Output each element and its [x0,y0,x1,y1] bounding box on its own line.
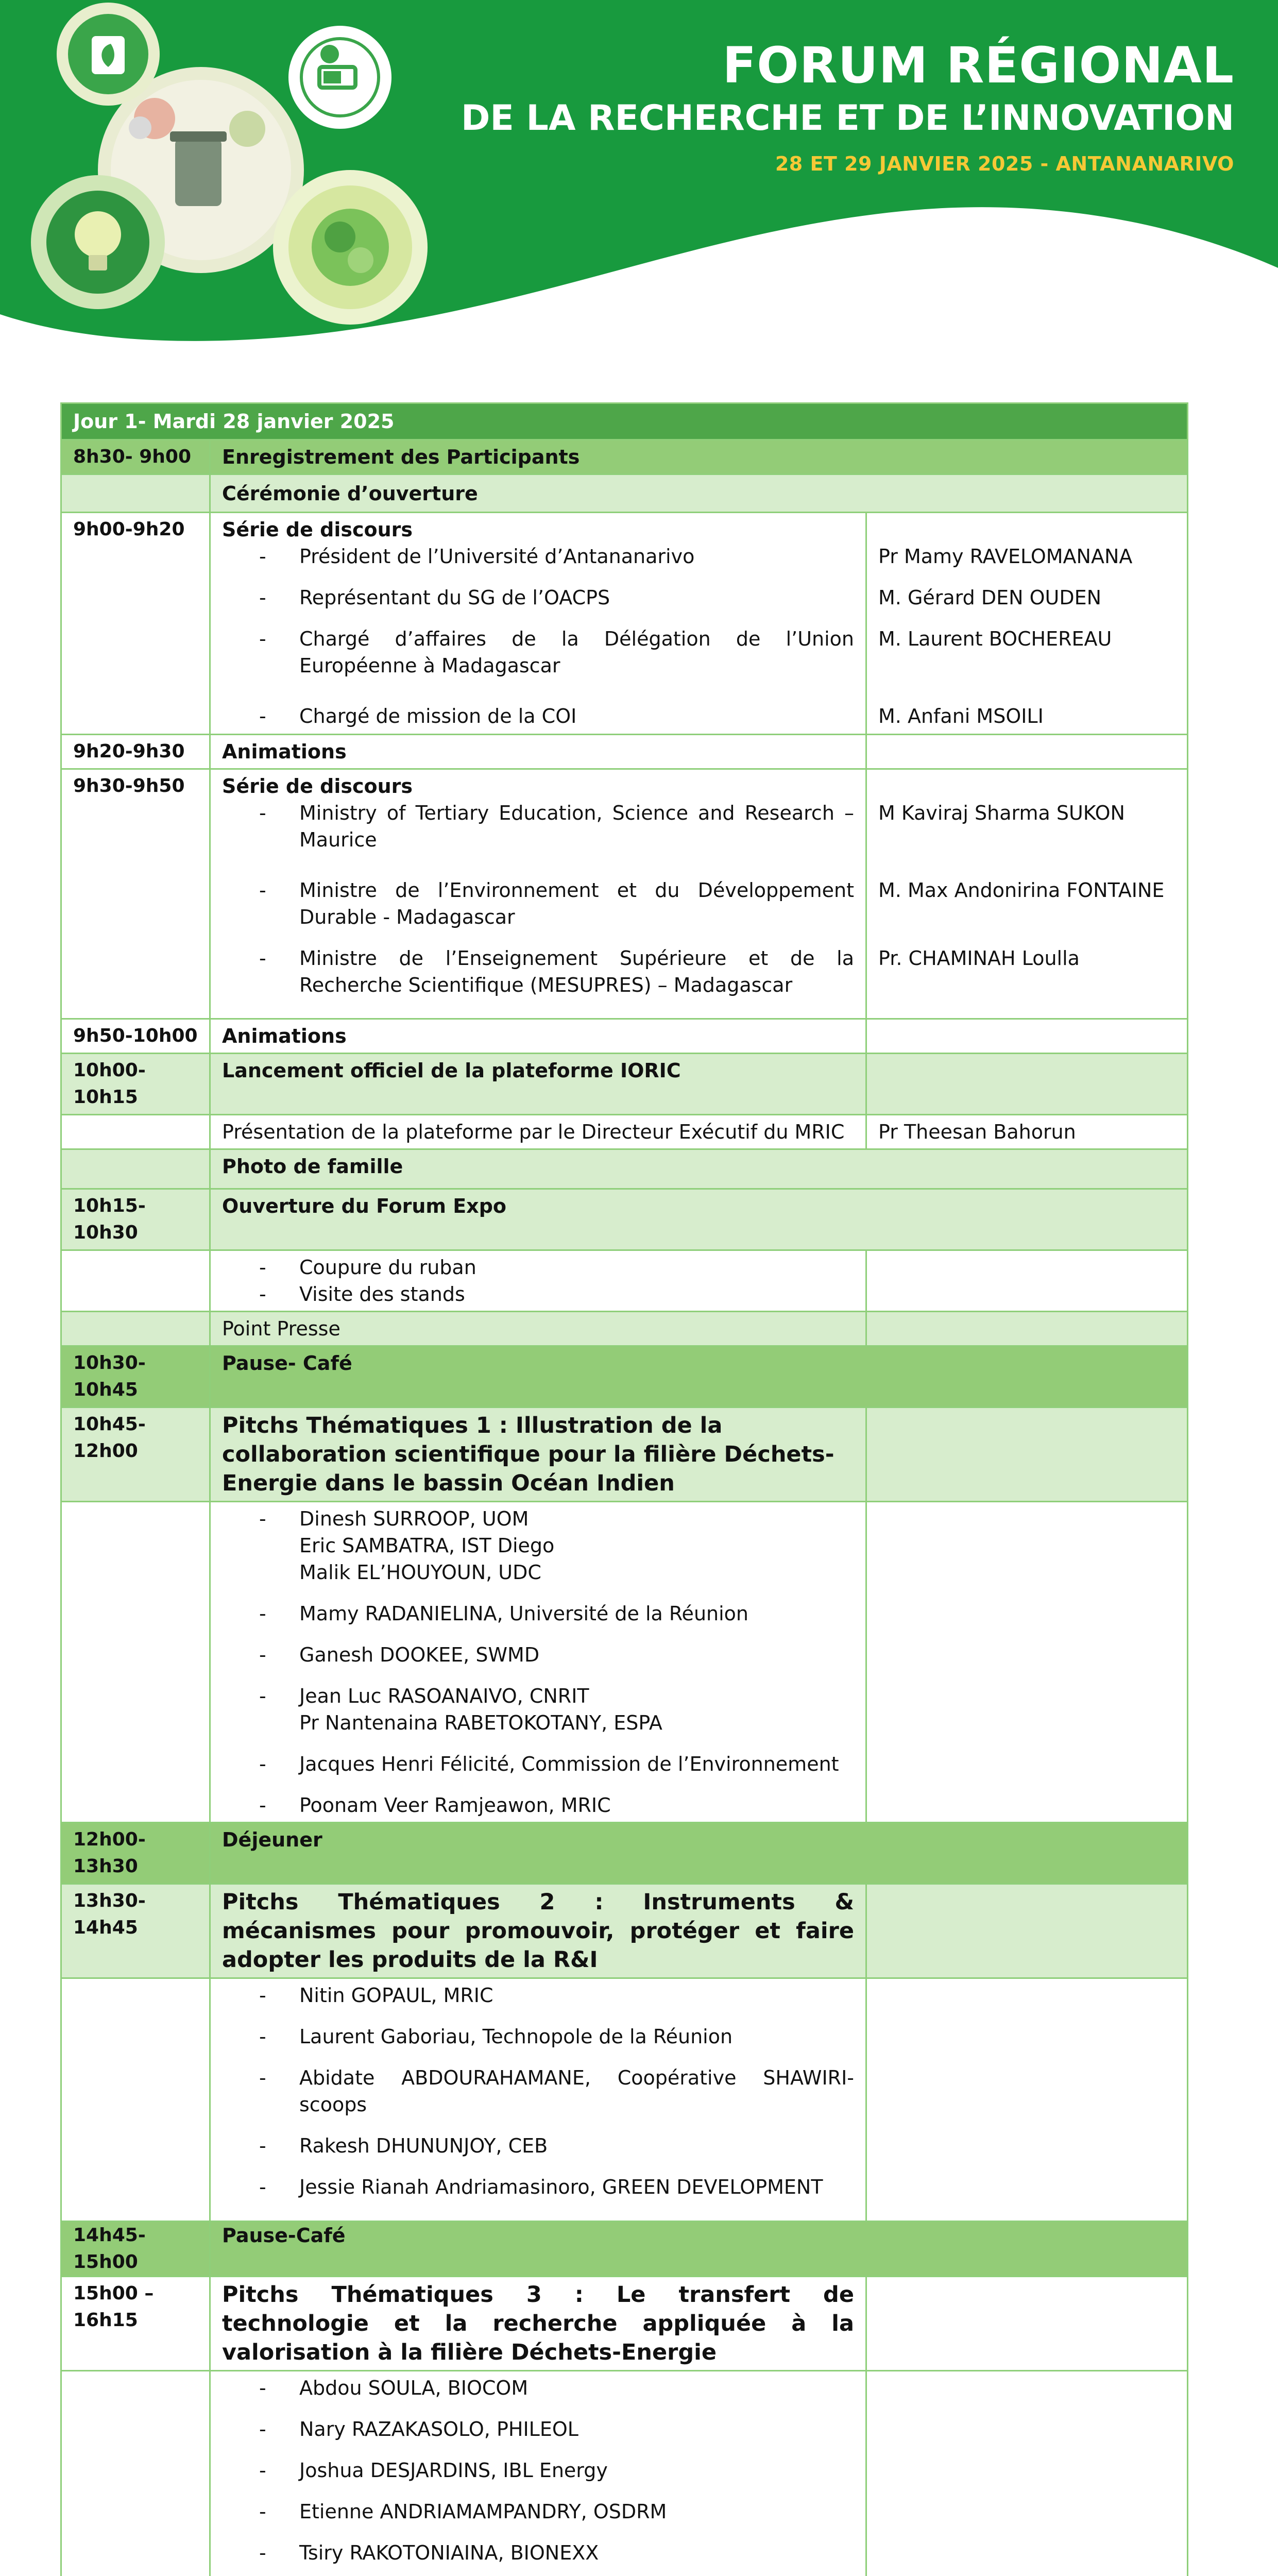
title-line2: DE LA RECHERCHE ET DE L’INNOVATION [461,98,1234,139]
session-title: Pitchs Thématiques 1 : Illustration de la collaboration scientifique pour la filière Déchets-Energie dans le bassin Océan Indien [210,1408,866,1502]
session-cell [210,2371,866,2576]
time-cell: 10h15-10h30 [61,1189,210,1250]
event-dates: 28 ET 29 JANVIER 2025 - ANTANANARIVO [775,152,1234,175]
speaker-cell [866,1019,1188,1054]
session-title: Pitchs Thématiques 2 : Instruments & mécanismes pour promouvoir, protéger et faire adopter les produits de la R&I [210,1884,866,1978]
table-row [61,735,1188,769]
speaker-cell [866,1884,1188,1978]
time-cell [61,474,210,513]
session-title: Ouverture du Forum Expo [210,1189,1188,1250]
session-title: Lancement officiel de la plateforme IORIC [210,1054,866,1115]
list-item: - Poonam Veer Ramjeawon, MRIC [222,1792,854,1819]
session-cell [210,769,866,1019]
session-title: Série de discours [222,775,413,798]
speaker-cell [866,513,1188,735]
session-cell [210,1250,866,1312]
session-title: Photo de famille [210,1149,1188,1189]
time-cell: 9h20-9h30 [61,735,210,769]
speaker-name: M. Anfani MSOILI [878,705,1044,727]
speaker-cell [866,1250,1188,1312]
speaker-cell [866,1978,1188,2222]
time-cell: 15h00 – 16h15 [61,2277,210,2371]
table-row [61,1312,1188,1346]
table-row [61,1408,1188,1502]
list-item: - Chargé de mission de la COI [222,703,854,730]
speaker-name: Pr. CHAMINAH Loulla [878,947,1080,970]
time-cell: 9h00-9h20 [61,513,210,735]
time-cell: 14h45-15h00 [61,2222,210,2277]
table-row [61,769,1188,1019]
session-title: Présentation de la plateforme par le Directeur Exécutif du MRIC [210,1115,866,1149]
session-title: Point Presse [210,1312,866,1346]
time-cell [61,1250,210,1312]
list-item: - Visite des stands [222,1281,854,1308]
list-item: - Coupure du ruban [222,1254,854,1281]
day-header-row [61,403,1188,440]
table-row [61,1978,1188,2222]
speaker-name: M. Gérard DEN OUDEN [878,586,1102,609]
list-item: - Laurent Gaboriau, Technopole de la Réunion [222,2023,854,2050]
day-title: Jour 1- Mardi 28 janvier 2025 [61,403,1188,440]
speaker-name: M Kaviraj Sharma SUKON [878,802,1125,824]
session-cell [210,1502,866,1823]
time-cell [61,2371,210,2576]
session-title: Pause-Café [210,2222,1188,2277]
list-item: - Nary RAZAKASOLO, PHILEOL [222,2416,854,2443]
session-title: Déjeuner [210,1823,1188,1884]
table-row [61,2222,1188,2277]
table-row [61,513,1188,735]
participant-name: - Dinesh SURROOP, UOM [299,1507,529,1530]
speaker-cell [866,1502,1188,1823]
speaker-name: Pr Mamy RAVELOMANANA [878,545,1133,568]
table-row [61,440,1188,474]
session-cell [210,1978,866,2222]
list-item: - Ministre de l’Environnement et du Développement Durable - Madagascar [222,877,854,930]
list-item: - Mamy RADANIELINA, Université de la Réunion [222,1600,854,1627]
list-item: - Nitin GOPAUL, MRIC [222,1982,854,2009]
list-item: - Jessie Rianah Andriamasinoro, GREEN DEVELOPMENT [222,2174,854,2200]
table-row [61,1502,1188,1823]
list-item: - Abdou SOULA, BIOCOM [222,2375,854,2401]
table-row [61,1054,1188,1115]
list-item [222,1683,854,1736]
time-cell: 10h45-12h00 [61,1408,210,1502]
participant-name: Pr Nantenaina RABETOKOTANY, ESPA [299,1711,662,1734]
participant-name: Eric SAMBATRA, IST Diego [299,1534,555,1557]
list-item: - Abidate ABDOURAHAMANE, Coopérative SHAWIRI-scoops [222,2064,854,2118]
participant-name: Malik EL’HOUYOUN, UDC [299,1561,541,1584]
table-row [61,1019,1188,1054]
list-item: - Ganesh DOOKEE, SWMD [222,1641,854,1668]
time-cell: 12h00-13h30 [61,1823,210,1884]
table-row [61,1149,1188,1189]
time-cell: 13h30-14h45 [61,1884,210,1978]
title-line1: FORUM RÉGIONAL [722,37,1234,94]
session-title: Pause- Café [210,1346,1188,1408]
table-row [61,1823,1188,1884]
time-cell: 10h30-10h45 [61,1346,210,1408]
speaker-cell [866,2277,1188,2371]
list-item: - Joshua DESJARDINS, IBL Energy [222,2457,854,2484]
speaker-cell [866,769,1188,1019]
speaker-name: M. Laurent BOCHEREAU [878,628,1112,650]
time-cell [61,1978,210,2222]
list-item: - Tsiry RAKOTONIAINA, BIONEXX [222,2539,854,2566]
session-title: Enregistrement des Participants [210,440,1188,474]
list-item: - Jacques Henri Félicité, Commission de l’Environnement [222,1751,854,1777]
program-table [60,402,1188,2576]
speaker-cell [866,735,1188,769]
time-cell [61,1312,210,1346]
banner-title [461,37,1234,184]
header-banner [0,0,1278,361]
table-row [61,2371,1188,2576]
time-cell [61,1502,210,1823]
table-row [61,474,1188,513]
speaker-cell [866,1312,1188,1346]
list-item: - Chargé d’affaires de la Délégation de l’Union Européenne à Madagascar [222,625,854,679]
session-title: Série de discours [222,518,413,541]
table-row [61,2277,1188,2371]
time-cell [61,1115,210,1149]
time-cell: 9h30-9h50 [61,769,210,1019]
speaker-cell [866,1054,1188,1115]
speaker-cell [866,1408,1188,1502]
speaker-name: Pr Theesan Bahorun [866,1115,1188,1149]
table-row [61,1346,1188,1408]
session-title: Animations [210,1019,866,1054]
participant-name: - Jean Luc RASOANAIVO, CNRIT [299,1685,589,1707]
list-item: - Ministry of Tertiary Education, Science and Research – Maurice [222,800,854,853]
list-item: - Ministre de l’Enseignement Supérieure et de la Recherche Scientifique (MESUPRES) – Madagascar [222,945,854,998]
table-row [61,1189,1188,1250]
list-item: - Rakesh DHUNUNJOY, CEB [222,2132,854,2159]
time-cell: 8h30- 9h00 [61,440,210,474]
speaker-cell [866,2371,1188,2576]
list-item: - Etienne ANDRIAMAMPANDRY, OSDRM [222,2498,854,2525]
speaker-name: M. Max Andonirina FONTAINE [878,879,1165,902]
table-row [61,1115,1188,1149]
list-item [222,1505,854,1586]
table-row [61,1884,1188,1978]
session-cell [210,513,866,735]
session-title: Pitchs Thématiques 3 : Le transfert de technologie et la recherche appliquée à la valorisation à la filière Déchets-Energie [210,2277,866,2371]
session-title: Animations [210,735,866,769]
list-item: - Représentant du SG de l’OACPS [222,584,854,611]
list-item: - Président de l’Université d’Antananarivo [222,543,854,570]
time-cell [61,1149,210,1189]
time-cell: 9h50-10h00 [61,1019,210,1054]
time-cell: 10h00-10h15 [61,1054,210,1115]
table-row [61,1250,1188,1312]
session-title: Cérémonie d’ouverture [210,474,1188,513]
